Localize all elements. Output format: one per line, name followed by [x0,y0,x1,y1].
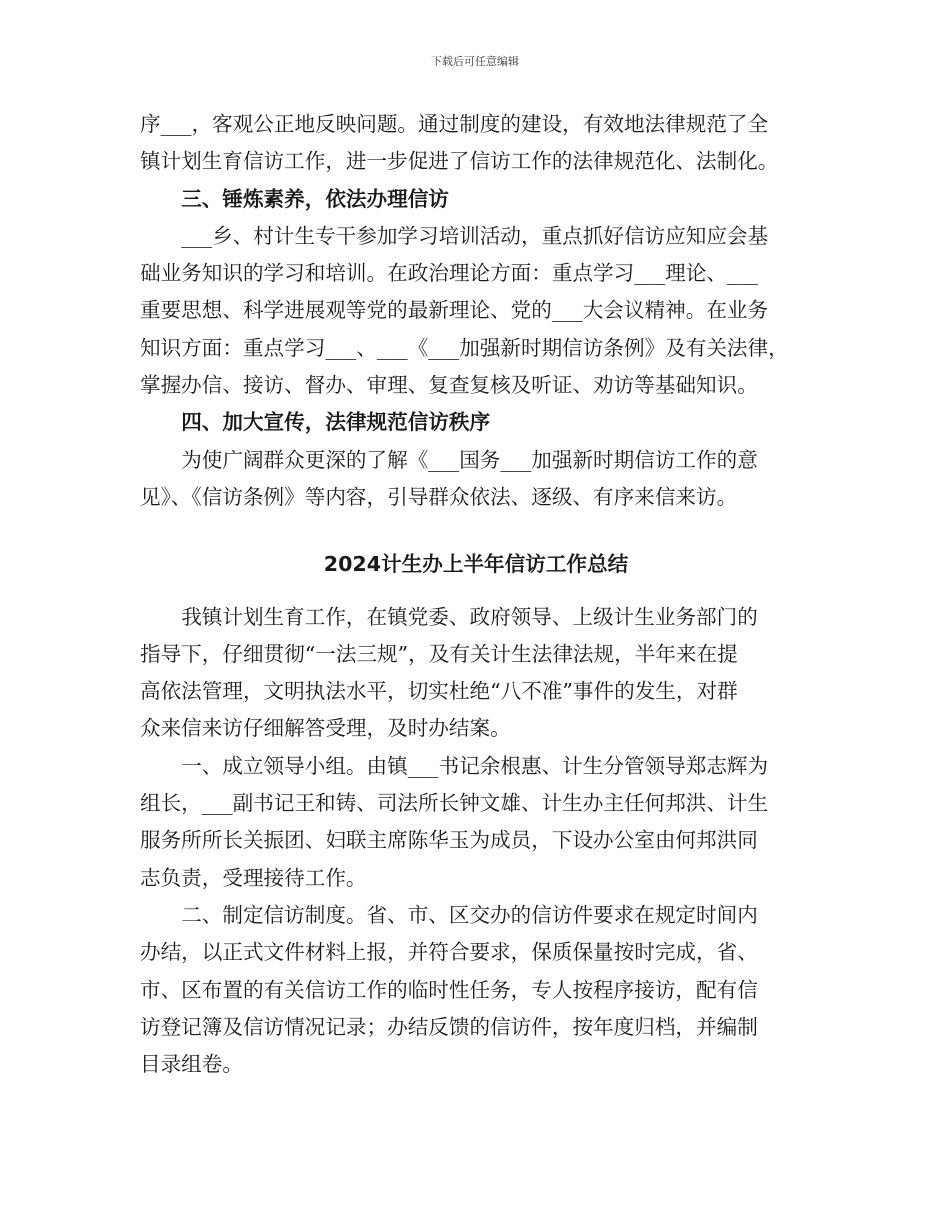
page-header-note: 下载后可任意编辑 [431,55,519,68]
document-title: 2024计生办上半年信访工作总结 [323,552,629,577]
text-line: 志负责，受理接待工作。 [140,865,367,890]
text-line: 高依法管理，文明执法水平，切实杜绝“八不准”事件的发生，对群 [140,679,738,704]
paragraph-petition-system [140,897,812,1083]
text-line: ___乡、村计生专干参加学习培训活动，重点抓好信访应知应会基 [181,223,769,248]
paragraph-continued [140,106,812,181]
text-line: 目录组卷。 [140,1052,243,1077]
text-line: 访登记簿及信访情况记录；办结反馈的信访件，按年度归档，并编制 [140,1014,758,1039]
paragraph-training [140,218,812,404]
paragraph-leadership-group [140,748,812,897]
text-line: 服务所所长关振团、妇联主席陈华玉为成员，下设办公室由何邦洪同 [140,828,758,853]
text-line: 众来信来访仔细解答受理，及时办结案。 [140,716,511,741]
text-line: 见》、《信访条例》等内容，引导群众依法、逐级、有序来信来访。 [140,484,738,509]
text-line: 为使广阔群众更深的了解《___国务___加强新时期信访工作的意 [181,447,758,472]
text-line: 重要思想、科学进展观等党的最新理论、党的___大会议精神。在业务 [140,298,769,323]
text-line: 办结，以正式文件材料上报，并符合要求，保质保量按时完成，省、 [140,940,758,965]
text-line: 二、制定信访制度。省、市、区交办的信访件要求在规定时间内 [181,902,758,927]
section-heading-4: 四、加大宣传，法律规范信访秩序 [181,410,491,435]
section-heading-3: 三、锤炼素养，依法办理信访 [181,186,449,211]
text-line: 知识方面：重点学习___、___《___加强新时期信访条例》及有关法律， [140,335,789,360]
text-line: 我镇计划生育工作，在镇党委、政府领导、上级计生业务部门的 [181,604,758,629]
text-line: 组长，___副书记王和铸、司法所长钟文雄、计生办主任何邦洪、计生 [140,791,769,816]
text-line: 镇计划生育信访工作，进一步促进了信访工作的法律规范化、法制化。 [140,149,779,174]
text-line: 序___，客观公正地反映问题。通过制度的建设，有效地法律规范了全 [140,112,769,136]
text-line: 掌握办信、接访、督办、审理、复查复核及听证、劝访等基础知识。 [140,373,758,398]
document-body [140,106,812,1083]
text-line: 市、区布置的有关信访工作的临时性任务，专人按程序接访，配有信 [140,977,758,1002]
text-line: 础业务知识的学习和培训。在政治理论方面：重点学习___理论、___ [140,261,758,286]
text-line: 一、成立领导小组。由镇___书记余根惠、计生分管领导郑志辉为 [181,753,769,778]
paragraph-intro [140,599,812,748]
text-line: 指导下，仔细贯彻“一法三规”，及有关计生法律法规，半年来在提 [140,641,738,666]
paragraph-publicity [140,442,812,517]
